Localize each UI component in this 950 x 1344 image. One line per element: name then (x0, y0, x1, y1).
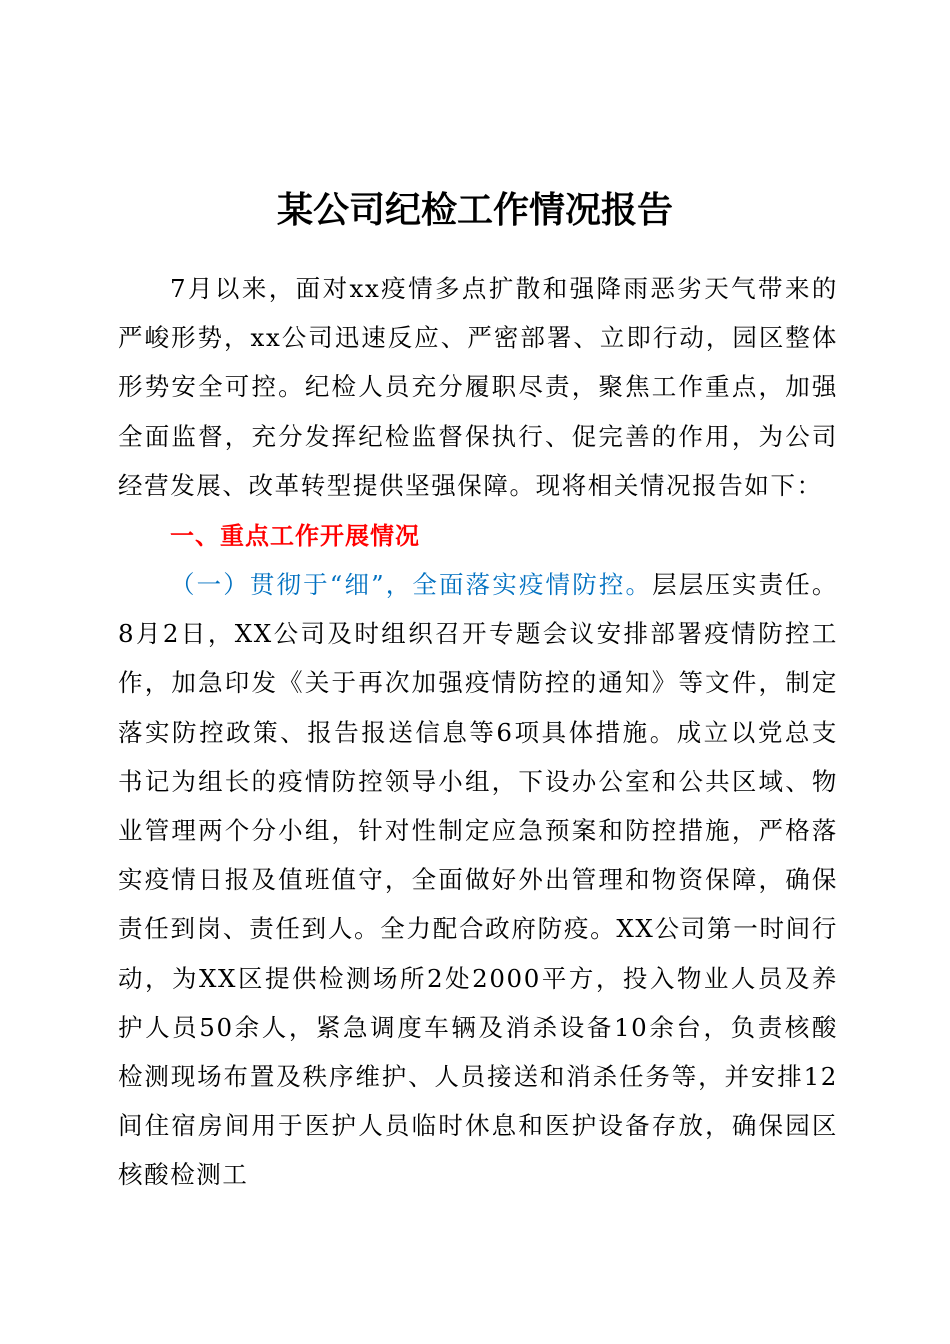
subsection-body: 层层压实责任。8月2日，XX公司及时组织召开专题会议安排部署疫情防控工作，加急印发《关于再次加强疫情防控的通知》等文件，制定落实防控政策、报告报送信息等6项具体措施。成立以党总支书记为组长的疫情防控领导小组，下设办公室和公共区域、物业管理两个分小组，针对性制定应急预案和防控措施，严格落实疫情日报及值班值守，全面做好外出管理和物资保障，确保责任到岗、责任到人。全力配合政府防疫。XX公司第一时间行动，为XX区提供检测场所2处2000平方，投入物业人员及养护人员50余人，紧急调度车辆及消杀设备10余台，负责核酸检测现场布置及秩序维护、人员接送和消杀任务等，并安排12间住宿房间用于医护人员临时休息和医护设备存放，确保园区核酸检测工 (118, 570, 838, 1190)
section-heading: 一、重点工作开展情况 (170, 522, 420, 550)
subsection-paragraph (118, 560, 838, 1200)
intro-paragraph: 7月以来，面对xx疫情多点扩散和强降雨恶劣天气带来的严峻形势，xx公司迅速反应、严密部署、立即行动，园区整体形势安全可控。纪检人员充分履职尽责，聚焦工作重点，加强全面监督，充分发挥纪检监督保执行、促完善的作用，为公司经营发展、改革转型提供坚强保障。现将相关情况报告如下： (118, 274, 838, 500)
document-title: 某公司纪检工作情况报告 (276, 189, 673, 231)
subsection-heading: （一）贯彻于“细”，全面落实疫情防控。 (170, 570, 653, 599)
